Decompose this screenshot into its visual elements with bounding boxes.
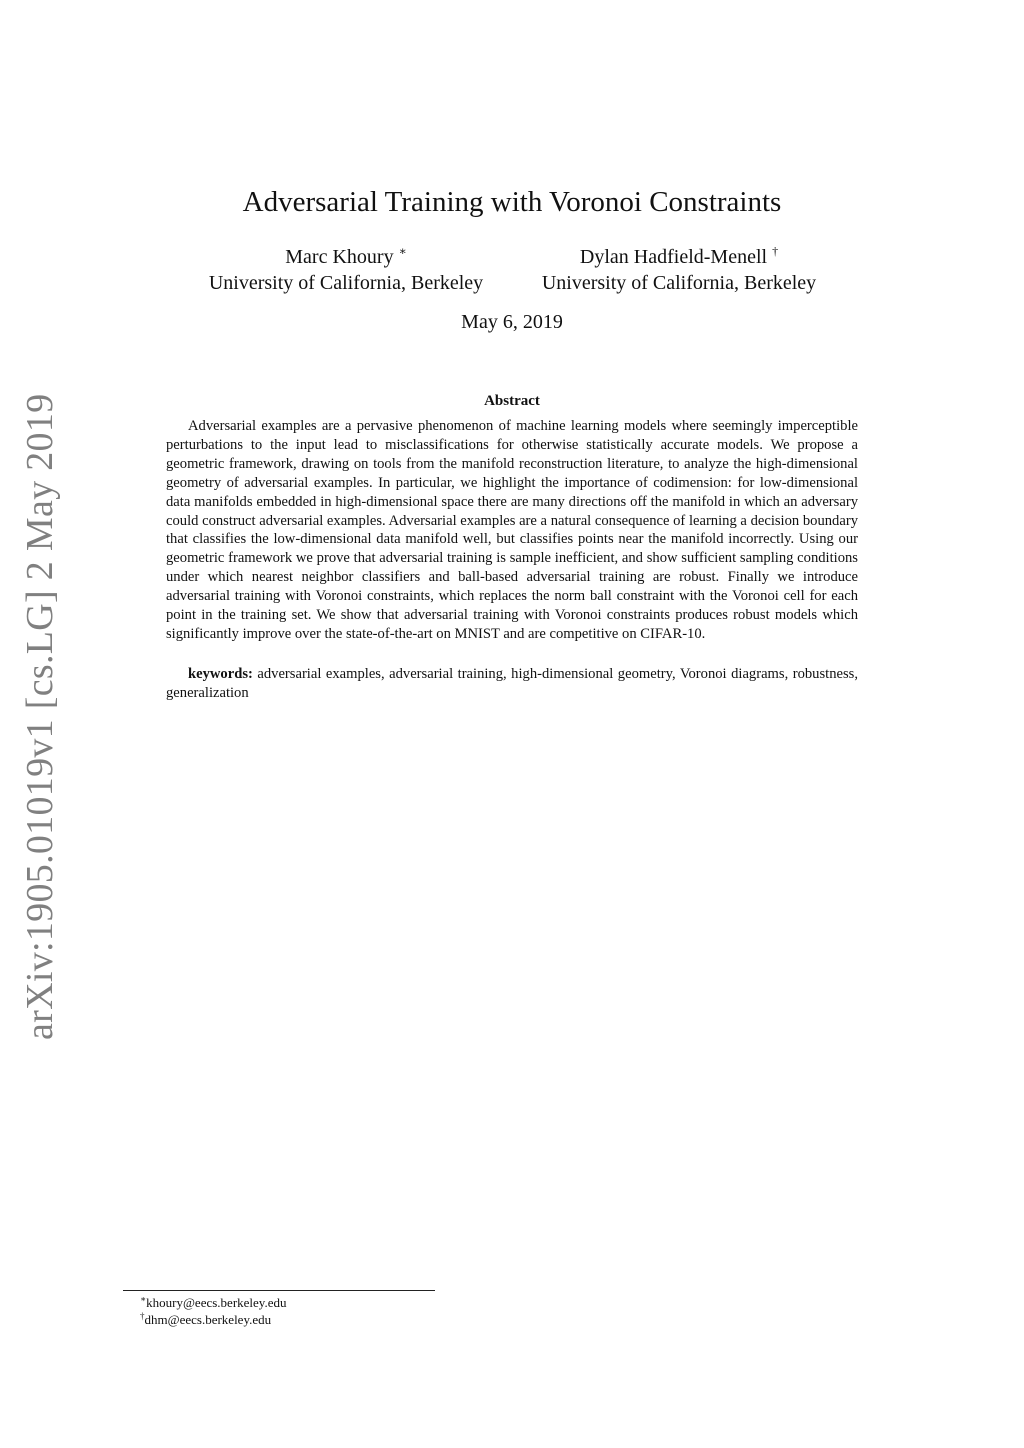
author-affiliation: University of California, Berkeley bbox=[541, 272, 817, 294]
author-name: Dylan Hadfield-Menell bbox=[579, 246, 768, 268]
author-name-line bbox=[176, 244, 516, 270]
arxiv-identifier-stamp: arXiv:1905.01019v1 [cs.LG] 2 May 2019 bbox=[19, 393, 61, 1040]
abstract-text: Adversarial examples are a pervasive phenomenon of machine learning models where seemingly imperceptible perturbations to the input lead to misclassifications for otherwise statistically accurate models. We propose a geometric framework, drawing on tools from the manifold reconstruction literature, to analyze the high-dimensional geometry of adversarial examples. In particular, we highlight the importance of codimension: for low-dimensional data manifolds embedded in high-dimensional space there are many directions off the manifold in which an adversary could construct adversarial examples. Adversarial examples are a natural consequence of learning a decision boundary that classifies the low-dimensional data manifold well, but classifies points near the manifold incorrectly. Using our geometric framework we prove that adversarial training is sample inefficient, and show sufficient sampling conditions under which nearest neighbor classifiers and ball-based adversarial training are robust. Finally we introduce adversarial training with Voronoi constraints, which replaces the norm ball constraint with the Voronoi cell for each point in the training set. We show that adversarial training with Voronoi constraints produces robust models which significantly improve over the state-of-the-art on MNIST and are competitive on CIFAR-10. bbox=[166, 418, 858, 642]
footnote-divider bbox=[123, 1290, 435, 1291]
footnote-email: khoury@eecs.berkeley.edu bbox=[146, 1295, 287, 1310]
keywords-paragraph bbox=[166, 665, 858, 703]
footnote-mark: ∗ bbox=[140, 1294, 147, 1304]
keywords-label: keywords: bbox=[188, 666, 253, 682]
footnote-mark: † bbox=[772, 244, 779, 258]
abstract-heading: Abstract bbox=[484, 393, 540, 409]
paper-date: May 6, 2019 bbox=[461, 311, 563, 333]
footnote-mark: ∗ bbox=[398, 244, 407, 258]
keywords-text: adversarial examples, adversarial training, high-dimensional geometry, Voronoi diagrams, robustness, generalization bbox=[166, 666, 858, 701]
author-block-2 bbox=[509, 244, 849, 296]
author-block-1 bbox=[176, 244, 516, 296]
footnote-2 bbox=[140, 1312, 271, 1328]
author-affiliation: University of California, Berkeley bbox=[208, 272, 484, 294]
footnote-1 bbox=[140, 1295, 286, 1311]
author-name: Marc Khoury bbox=[285, 246, 394, 268]
paper-title: Adversarial Training with Voronoi Constraints bbox=[242, 186, 782, 218]
footnote-mark: † bbox=[140, 1311, 145, 1321]
author-name-line bbox=[509, 244, 849, 270]
footnote-email: dhm@eecs.berkeley.edu bbox=[144, 1312, 272, 1327]
